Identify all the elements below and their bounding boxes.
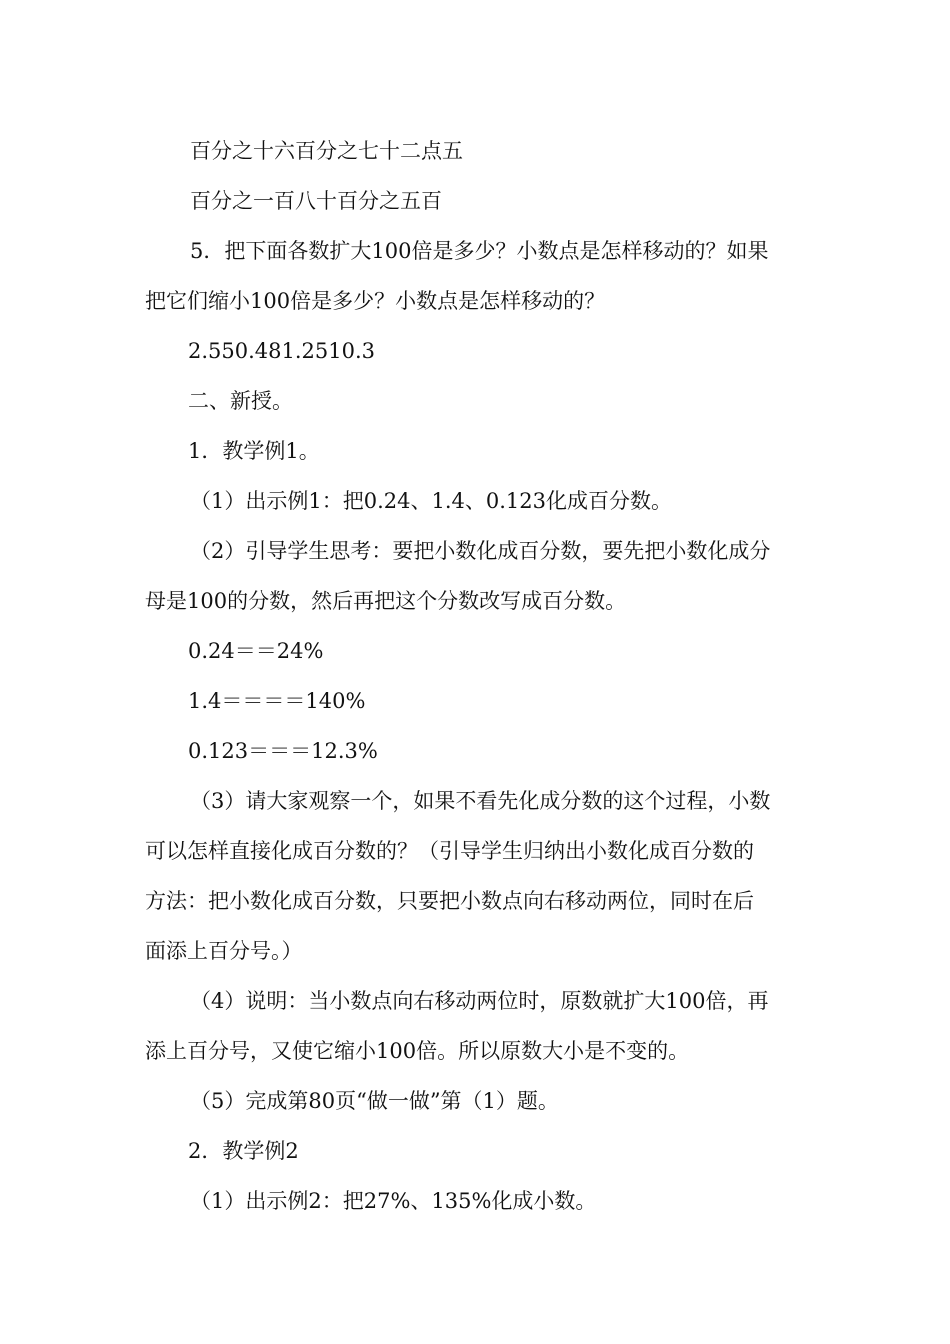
paragraph-line: 面添上百分号。） xyxy=(145,939,303,963)
paragraph-line: （1）出示例1：把0.24、1.4、0.123化成百分数。 xyxy=(190,489,672,513)
paragraph-line: 可以怎样直接化成百分数的？（引导学生归纳出小数化成百分数的 xyxy=(145,839,754,863)
paragraph-line: 母是100的分数，然后再把这个分数改写成百分数。 xyxy=(145,589,627,613)
paragraph-line: 添上百分号，又使它缩小100倍。所以原数大小是不变的。 xyxy=(145,1039,690,1063)
paragraph-line: 2.550.481.2510.3 xyxy=(188,339,376,363)
paragraph-line: 方法：把小数化成百分数，只要把小数点向右移动两位，同时在后 xyxy=(145,889,754,913)
paragraph-line: 百分之一百八十百分之五百 xyxy=(190,189,442,213)
subsection-heading: 2．教学例2 xyxy=(188,1139,299,1163)
paragraph-line: 把它们缩小100倍是多少？小数点是怎样移动的？ xyxy=(145,289,606,313)
paragraph-line: 百分之十六百分之七十二点五 xyxy=(190,139,463,163)
equation-line: 0.123＝＝＝12.3% xyxy=(188,739,378,763)
section-heading: 二、新授。 xyxy=(188,389,293,413)
paragraph-line: （5）完成第80页“做一做”第（1）题。 xyxy=(190,1089,559,1113)
subsection-heading: 1．教学例1。 xyxy=(188,439,320,463)
paragraph-line: （4）说明：当小数点向右移动两位时，原数就扩大100倍，再 xyxy=(190,989,769,1013)
equation-line: 1.4＝＝＝＝140% xyxy=(188,689,366,713)
paragraph-line: （2）引导学生思考：要把小数化成百分数，要先把小数化成分 xyxy=(190,539,771,563)
paragraph-line: （3）请大家观察一个，如果不看先化成分数的这个过程，小数 xyxy=(190,789,771,813)
equation-line: 0.24＝＝24% xyxy=(188,639,324,663)
paragraph-line: 5．把下面各数扩大100倍是多少？小数点是怎样移动的？如果 xyxy=(190,239,769,263)
paragraph-line: （1）出示例2：把27%、135%化成小数。 xyxy=(190,1189,597,1213)
